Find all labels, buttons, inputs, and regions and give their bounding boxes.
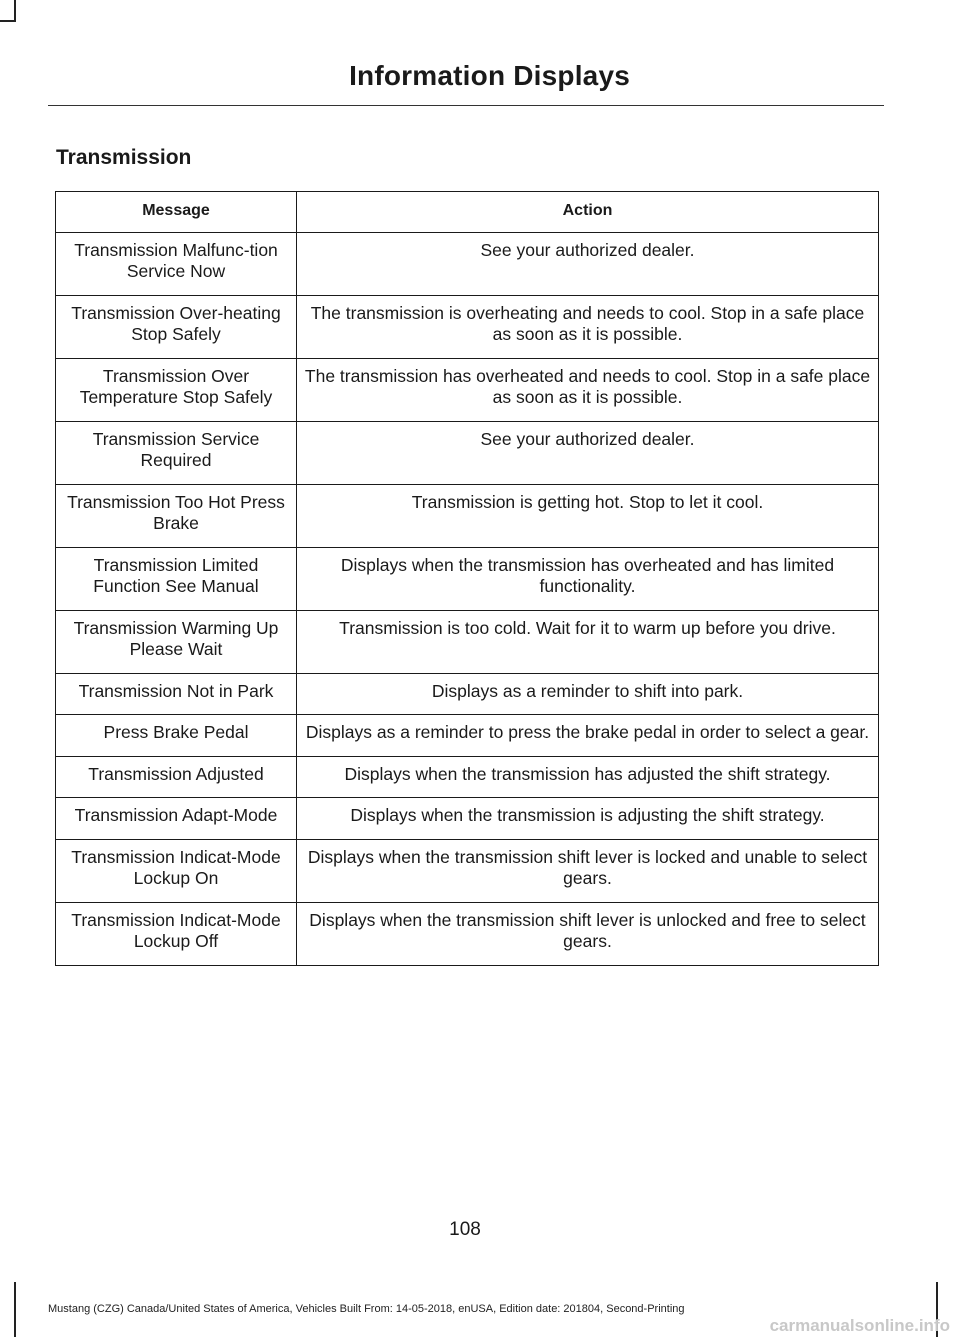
table-row (56, 358, 879, 421)
table-row (56, 756, 879, 798)
action-cell: Displays when the transmission has overheated and has limited functionality. (297, 547, 879, 610)
message-cell: Transmission Indicat-Mode Lockup Off (56, 902, 297, 965)
message-cell: Transmission Indicat-Mode Lockup On (56, 839, 297, 902)
transmission-messages-table (55, 191, 879, 966)
table-body (56, 232, 879, 965)
column-header-message: Message (56, 192, 297, 233)
message-cell: Transmission Adjusted (56, 756, 297, 798)
page-header-title: Information Displays (349, 60, 630, 91)
message-cell: Transmission Adapt-Mode (56, 798, 297, 840)
table-row (56, 798, 879, 840)
message-cell: Transmission Warming Up Please Wait (56, 610, 297, 673)
action-cell: The transmission has overheated and needs to cool. Stop in a safe place as soon as it is possible. (297, 358, 879, 421)
action-cell: Transmission is too cold. Wait for it to warm up before you drive. (297, 610, 879, 673)
table-row (56, 610, 879, 673)
table-row (56, 673, 879, 715)
action-cell: Displays when the transmission shift lever is unlocked and free to select gears. (297, 902, 879, 965)
action-cell: Displays as a reminder to shift into park. (297, 673, 879, 715)
message-cell: Transmission Service Required (56, 421, 297, 484)
message-cell: Transmission Not in Park (56, 673, 297, 715)
message-cell: Transmission Over-heating Stop Safely (56, 295, 297, 358)
action-cell: Displays when the transmission shift lever is locked and unable to select gears. (297, 839, 879, 902)
table-row (56, 232, 879, 295)
action-cell: The transmission is overheating and needs to cool. Stop in a safe place as soon as it is possible. (297, 295, 879, 358)
table-header-row (56, 192, 879, 233)
crop-mark (14, 0, 16, 20)
table-row (56, 547, 879, 610)
table-row (56, 421, 879, 484)
crop-mark (14, 1282, 16, 1337)
message-cell: Press Brake Pedal (56, 715, 297, 757)
table-row (56, 715, 879, 757)
header-divider (48, 105, 884, 106)
message-cell: Transmission Malfunc-tion Service Now (56, 232, 297, 295)
crop-mark (0, 20, 16, 22)
action-cell: Displays when the transmission has adjusted the shift strategy. (297, 756, 879, 798)
table-row (56, 839, 879, 902)
column-header-action: Action (297, 192, 879, 233)
footer-edition-note: Mustang (CZG) Canada/United States of America, Vehicles Built From: 14-05-2018, enUSA, Edition date: 201804, Second-Printing (48, 1303, 685, 1315)
message-cell: Transmission Over Temperature Stop Safely (56, 358, 297, 421)
table-row (56, 902, 879, 965)
table-row (56, 295, 879, 358)
table-row (56, 484, 879, 547)
action-cell: See your authorized dealer. (297, 232, 879, 295)
action-cell: Displays as a reminder to press the brake pedal in order to select a gear. (297, 715, 879, 757)
action-cell: Displays when the transmission is adjusting the shift strategy. (297, 798, 879, 840)
message-cell: Transmission Limited Function See Manual (56, 547, 297, 610)
action-cell: Transmission is getting hot. Stop to let it cool. (297, 484, 879, 547)
watermark: carmanualsonline.info (769, 1316, 950, 1335)
message-cell: Transmission Too Hot Press Brake (56, 484, 297, 547)
action-cell: See your authorized dealer. (297, 421, 879, 484)
section-title: Transmission (56, 146, 192, 169)
page-number: 108 (449, 1219, 481, 1240)
